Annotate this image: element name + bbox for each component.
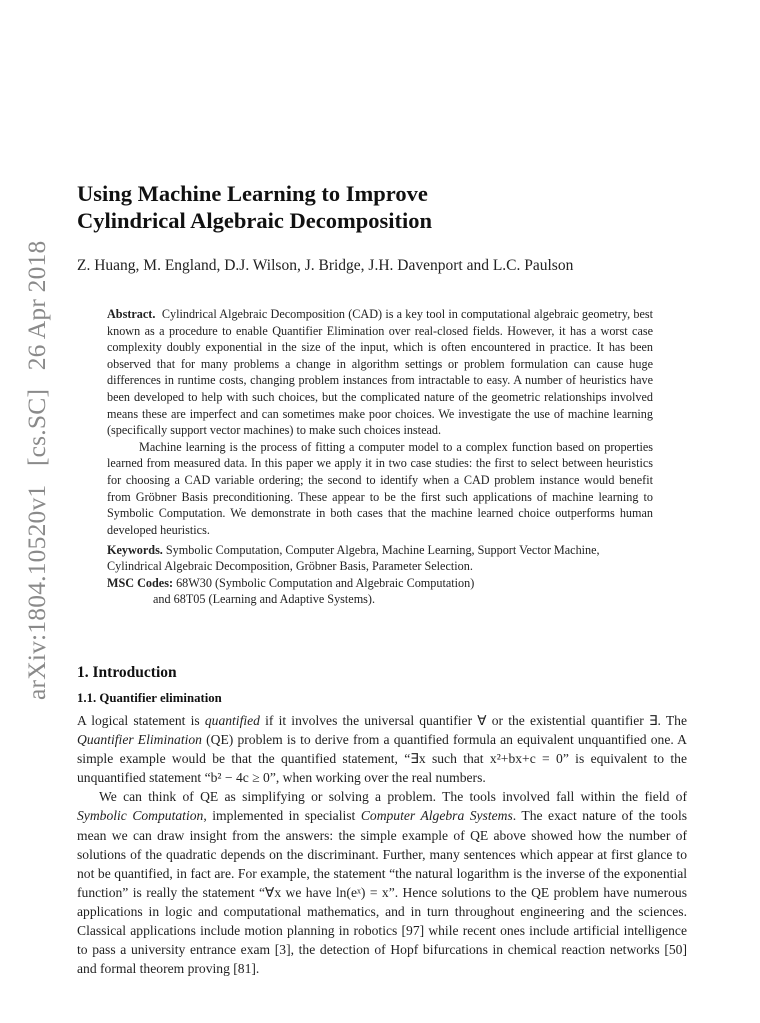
section-heading: 1. Introduction xyxy=(77,664,177,681)
body-text xyxy=(77,711,687,978)
author-list: Z. Huang, M. England, D.J. Wilson, J. Bridge, J.H. Davenport and L.C. Paulson xyxy=(77,257,574,274)
abstract-paragraph-1 xyxy=(107,306,653,439)
title-line-2: Cylindrical Algebraic Decomposition xyxy=(77,208,432,233)
abstract-label: Abstract. xyxy=(107,307,156,321)
emphasis-quantified: quantified xyxy=(204,713,260,728)
msc-line xyxy=(107,575,653,591)
emphasis-symbolic-computation: Symbolic Computation xyxy=(77,808,204,824)
keywords-block xyxy=(107,542,653,608)
title-line-1: Using Machine Learning to Improve xyxy=(77,181,428,206)
msc-code-2: and 68T05 (Learning and Adaptive Systems). xyxy=(153,592,376,607)
emphasis-quantifier-elimination: Quantifier Elimination xyxy=(77,732,202,748)
keywords-text: Symbolic Computation, Computer Algebra, Machine Learning, Support Vector Machine, Cylindrical Algebraic Decomposition, Gröbner Basis, Parameter Selection. xyxy=(107,543,600,574)
subsection-heading: 1.1. Quantifier elimination xyxy=(77,691,222,705)
keywords-line xyxy=(107,542,653,575)
msc-label: MSC Codes: xyxy=(107,575,174,590)
abstract-text-1: Cylindrical Algebraic Decomposition (CAD) is a key tool in computational algebraic geometry, best known as a procedure to enable Quantifier Elimination over real-closed fields. However, it has a worst case complexity doubly exponential in the size of the input, which is often encountered in practice. It has been observed that for many problems a change in algorithm settings or problem formulation can cause huge differences in runtime costs, changing problem instances from intractable to easy. A number of heuristics have been developed to help with such choices, but the complicated nature of the geometric relationships involved means these are imperfect and can sometimes make poor choices. We investigate the use of machine learning (specifically support vector machines) to make such choices instead. xyxy=(107,307,654,438)
text-run: , implemented in specialist xyxy=(203,808,361,824)
text-run: . The exact nature of the tools mean we can draw insight from the answers: the simple example of QE above showed how the number of solutions of the quadratic depends on the discriminant. Further, many sentences which appear at first glance to not be quantified, in fact are. For example, the statement “the natural logarithm is the inverse of the exponential function” is really the statement “∀x we have ln(eˣ) = x”. Hence solutions to the QE problem have numerous applications in logic and computational mathematics, and in turn throughout engineering and the sciences. Classical applications include motion planning in robotics [97] while recent ones include artificial intelligence to pass a university entrance exam [3], the detection of Hopf bifurcations in chemical reaction networks [50] and formal theorem proving [81]. xyxy=(77,808,688,977)
text-run: (QE) problem is to derive from a quantified formula an equivalent unquantified one. A simple example would be that the quantified statement, “∃x such that x²+bx+c = 0” is equivalent to the unquantified statement “b² − 4c ≥ 0”, when working over the real numbers. xyxy=(77,732,687,786)
arxiv-id: arXiv:1804.10520v1 xyxy=(22,484,51,700)
abstract-paragraph-2: Machine learning is the process of fitting a computer model to a complex function based on properties learned from measured data. In this paper we apply it in two case studies: the first to select between heuristics for choosing a CAD variable ordering; the second to identify when a CAD problem instance would benefit from Gröbner Basis preconditioning. These appear to be the first such applications of machine learning to Symbolic Computation. We demonstrate in both cases that the machine learned choice outperforms human developed heuristics. xyxy=(107,439,653,537)
arxiv-date: 26 Apr 2018 xyxy=(22,240,51,371)
text-run: if it involves the universal quantifier ∀ or the existential quantifier ∃. The xyxy=(259,713,688,728)
text-run: A logical statement is xyxy=(77,713,205,728)
arxiv-category: [cs.SC] xyxy=(22,388,51,467)
text-run: We can think of QE as simplifying or solving a problem. The tools involved fall within the field of xyxy=(99,789,687,805)
keywords-label: Keywords. xyxy=(107,543,163,557)
arxiv-identifier-stamp xyxy=(17,200,57,700)
msc-code-1: 68W30 (Symbolic Computation and Algebraic Computation) xyxy=(176,575,475,590)
abstract xyxy=(107,306,653,538)
body-paragraph-1 xyxy=(77,711,687,787)
paper-title xyxy=(77,180,677,234)
body-paragraph-2 xyxy=(77,787,687,978)
emphasis-computer-algebra-systems: Computer Algebra Systems xyxy=(360,808,513,824)
